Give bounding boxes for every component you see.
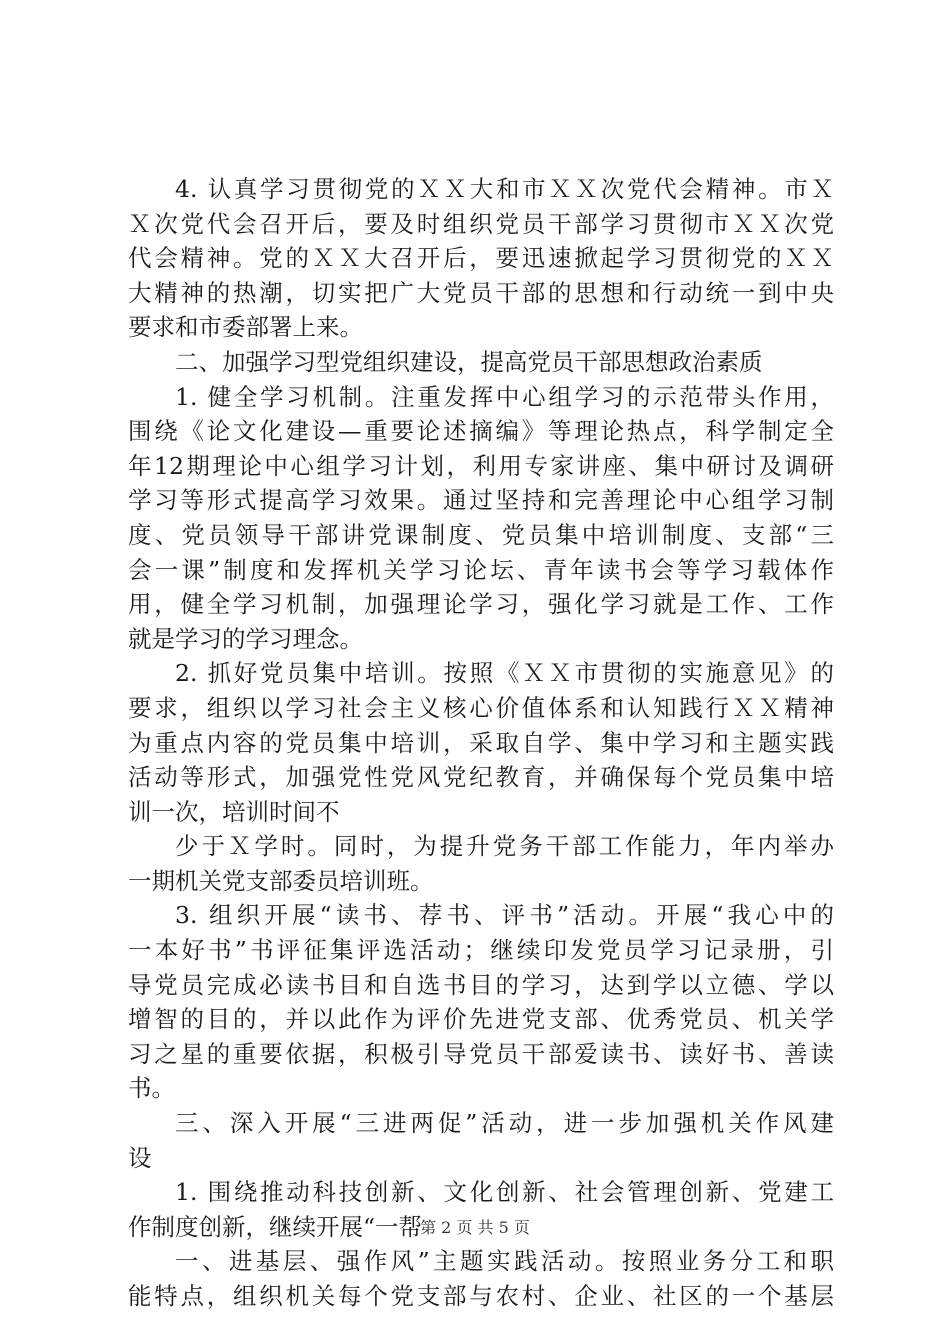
text-line: 2. 抓好党员集中培训。按照《ＸＸ市贯彻的实施意见》的 [175,659,834,688]
text-line: 3. 组织开展“读书、荐书、评书”活动。开展“我心中的 [175,901,834,930]
text-line: 一本好书”书评征集评选活动；继续印发党员学习记录册，引 [128,936,834,965]
text-line: 要求和市委部署上来。 [128,313,363,342]
text-line: 能特点，组织机关每个党支部与农村、企业、社区的一个基层 [128,1282,834,1310]
text-line: 大精神的热潮，切实把广大党员干部的思想和行动统一到中央 [128,278,834,307]
text-line: 少于Ｘ学时。同时，为提升党务干部工作能力，年内举办 [175,832,834,861]
text-line: 二、加强学习型党组织建设，提高党员干部思想政治素质 [175,347,763,376]
text-line: 增智的目的，并以此作为评价先进党支部、优秀党员、机关学 [128,1005,834,1034]
text-line: 训一次，培训时间不 [128,797,340,826]
text-line: 要求，组织以学习社会主义核心价值体系和认知践行ＸＸ精神 [128,693,834,722]
document-body [128,172,834,1314]
text-line: 设 [128,1143,152,1172]
text-line: 1. 健全学习机制。注重发挥中心组学习的示范带头作用， [175,382,834,411]
text-line: 就是学习的学习理念。 [128,624,363,653]
page-footer: 第 2 页 共 5 页 [420,1218,530,1237]
text-line: 导党员完成必读书目和自选书目的学习，达到学以立德、学以 [128,970,834,999]
text-line: 度、党员领导干部讲党课制度、党员集中培训制度、支部“三 [128,520,834,549]
text-line: 围绕《论文化建设—重要论述摘编》等理论热点，科学制定全 [128,417,834,446]
text-line: 一期机关党支部委员培训班。 [128,866,434,895]
text-line: 用，健全学习机制，加强理论学习，强化学习就是工作、工作 [128,590,834,619]
text-line: 书。 [128,1074,175,1103]
text-line: 学习等形式提高学习效果。通过坚持和完善理论中心组学习制 [128,486,834,515]
text-line: 会一课”制度和发挥机关学习论坛、青年读书会等学习载体作 [128,555,834,584]
text-line: 代会精神。党的ＸＸ大召开后，要迅速掀起学习贯彻党的ＸＸ [128,244,834,273]
text-line: 年12期理论中心组学习计划，利用专家讲座、集中研讨及调研 [128,451,834,480]
text-line: 4. 认真学习贯彻党的ＸＸ大和市ＸＸ次党代会精神。市Ｘ [175,175,834,203]
text-line: 活动等形式，加强党性党风党纪教育，并确保每个党员集中培 [128,763,834,792]
text-line: Ｘ次党代会召开后，要及时组织党员干部学习贯彻市ＸＸ次党 [128,209,834,238]
text-line: 一、进基层、强作风”主题实践活动。按照业务分工和职 [175,1247,834,1276]
text-line: 1. 围绕推动科技创新、文化创新、社会管理创新、党建工 [175,1178,834,1207]
text-line: 为重点内容的党员集中培训，采取自学、集中学习和主题实践 [128,728,834,757]
text-line: 习之星的重要依据，积极引导党员干部爱读书、读好书、善读 [128,1039,834,1068]
text-line: 作制度创新，继续开展“一帮 [128,1212,423,1241]
text-line: 三、深入开展“三进两促”活动，进一步加强机关作风建 [175,1109,834,1138]
